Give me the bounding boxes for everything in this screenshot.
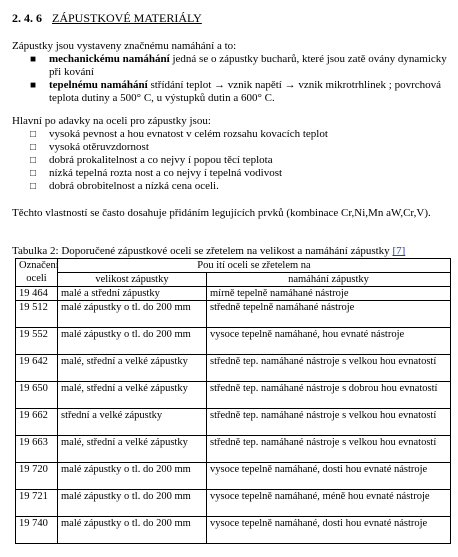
- table-row: [16, 301, 451, 328]
- cell-stress: vysoce tepelně namáhané, hou evnaté nástroje: [207, 328, 451, 355]
- section-title: ZÁPUSTKOVÉ MATERIÁLY: [52, 11, 202, 25]
- cell-steel: 19 721: [16, 490, 58, 517]
- section-heading: [12, 12, 202, 25]
- cell-size: malé, střední a velké zápustky: [58, 355, 207, 382]
- intro-paragraph: Zápustky jsou vystaveny značnému namáhání a to:: [12, 40, 237, 52]
- requirements-intro: Hlavní po adavky na oceli pro zápustky jsou:: [12, 115, 211, 127]
- cell-size: malé zápustky o tl. do 200 mm: [58, 463, 207, 490]
- cell-size: malé zápustky o tl. do 200 mm: [58, 328, 207, 355]
- requirement-item: □ vysoká otěruvzdornost: [30, 141, 149, 153]
- table-row: [16, 382, 451, 409]
- cell-steel: 19 642: [16, 355, 58, 382]
- cell-steel: 19 650: [16, 382, 58, 409]
- alloying-paragraph: Těchto vlastností se často dosahuje přidáním legujících prvků (kombinace Cr,Ni,Mn aW,Cr,V).: [12, 207, 431, 219]
- table-row: [16, 490, 451, 517]
- bullet-icon: □: [30, 168, 37, 179]
- table-caption: [12, 245, 452, 258]
- stress-term: tepelnému namáhání: [49, 79, 148, 91]
- cell-stress: vysoce tepelně namáhané, méně hou evnaté nástroje: [207, 490, 451, 517]
- cell-steel: 19 663: [16, 436, 58, 463]
- requirements-list: [12, 128, 448, 193]
- cell-size: malé zápustky o tl. do 200 mm: [58, 301, 207, 328]
- cell-stress: středně tep. namáhané nástroje s velkou hou evnatostí: [207, 355, 451, 382]
- cell-size: malé zápustky o tl. do 200 mm: [58, 517, 207, 544]
- cell-size: malé zápustky o tl. do 200 mm: [58, 490, 207, 517]
- bullet-icon: ■: [30, 54, 37, 65]
- stress-text: střídání teplot → vznik napětí → vznik mikrotrhlinek ; povrchová teplota dutiny a 500° C, u výstupků dutin a 600° C.: [49, 79, 441, 104]
- cell-stress: vysoce tepelně namáhané, dosti hou evnaté nástroje: [207, 517, 451, 544]
- cell-steel: 19 464: [16, 287, 58, 301]
- bullet-icon: □: [30, 142, 37, 153]
- cell-stress: středně tep. namáhané nástroje s velkou hou evnatostí: [207, 409, 451, 436]
- header-steel: Označení oceli: [16, 259, 58, 287]
- header-group: Pou ití oceli se zřetelem na: [58, 259, 451, 273]
- cell-stress: středně tep. namáhané nástroje s velkou hou evnatostí: [207, 436, 451, 463]
- stress-item-thermal: [12, 79, 448, 105]
- table-row: [16, 287, 451, 301]
- section-number: 2. 4. 6: [12, 11, 42, 25]
- table-row: [16, 355, 451, 382]
- steel-table: [15, 258, 451, 544]
- bullet-icon: □: [30, 155, 37, 166]
- cell-size: střední a velké zápustky: [58, 409, 207, 436]
- cell-steel: 19 662: [16, 409, 58, 436]
- stress-term: mechanickému namáhání: [49, 53, 170, 65]
- cell-size: malé, střední a velké zápustky: [58, 382, 207, 409]
- caption-text: Tabulka 2: Doporučené zápustkové oceli se zřetelem na velikost a namáhání zápustky: [12, 245, 390, 257]
- stress-text: jedná se o zápustky bucharů, které jsou zatě ovány dynamicky při kování: [49, 53, 447, 78]
- header-size: velikost zápustky: [58, 273, 207, 287]
- cell-steel: 19 740: [16, 517, 58, 544]
- bullet-icon: ■: [30, 80, 37, 91]
- table-body: [16, 287, 451, 544]
- requirement-item: □ vysoká pevnost a hou evnatost v celém rozsahu kovacích teplot: [30, 128, 328, 140]
- bullet-icon: □: [30, 129, 37, 140]
- table-row: [16, 328, 451, 355]
- table-row: [16, 409, 451, 436]
- table-row: [16, 436, 451, 463]
- cell-stress: středně tep. namáhané nástroje s dobrou hou evnatostí: [207, 382, 451, 409]
- requirement-item: □ nízká tepelná rozta nost a co nejvy í tepelná vodivost: [30, 167, 283, 179]
- table-row: [16, 463, 451, 490]
- cell-stress: vysoce tepelně namáhané, dosti hou evnaté nástroje: [207, 463, 451, 490]
- requirement-item: □ dobrá obrobitelnost a nízká cena oceli.: [30, 180, 219, 192]
- stress-item-mechanical: [12, 53, 448, 79]
- cell-stress: mírně tepelně namáhané nástroje: [207, 287, 451, 301]
- caption-reference-link[interactable]: [7]: [392, 245, 406, 257]
- cell-size: malé a střední zápustky: [58, 287, 207, 301]
- cell-size: malé, střední a velké zápustky: [58, 436, 207, 463]
- table-row: [16, 517, 451, 544]
- stress-list: [12, 53, 448, 105]
- header-stress: namáhání zápustky: [207, 273, 451, 287]
- cell-steel: 19 512: [16, 301, 58, 328]
- bullet-icon: □: [30, 181, 37, 192]
- cell-steel: 19 552: [16, 328, 58, 355]
- cell-stress: středně tepelně namáhané nástroje: [207, 301, 451, 328]
- cell-steel: 19 720: [16, 463, 58, 490]
- requirement-item: □ dobrá prokalitelnost a co nejvy í popou těcí teplota: [30, 154, 273, 166]
